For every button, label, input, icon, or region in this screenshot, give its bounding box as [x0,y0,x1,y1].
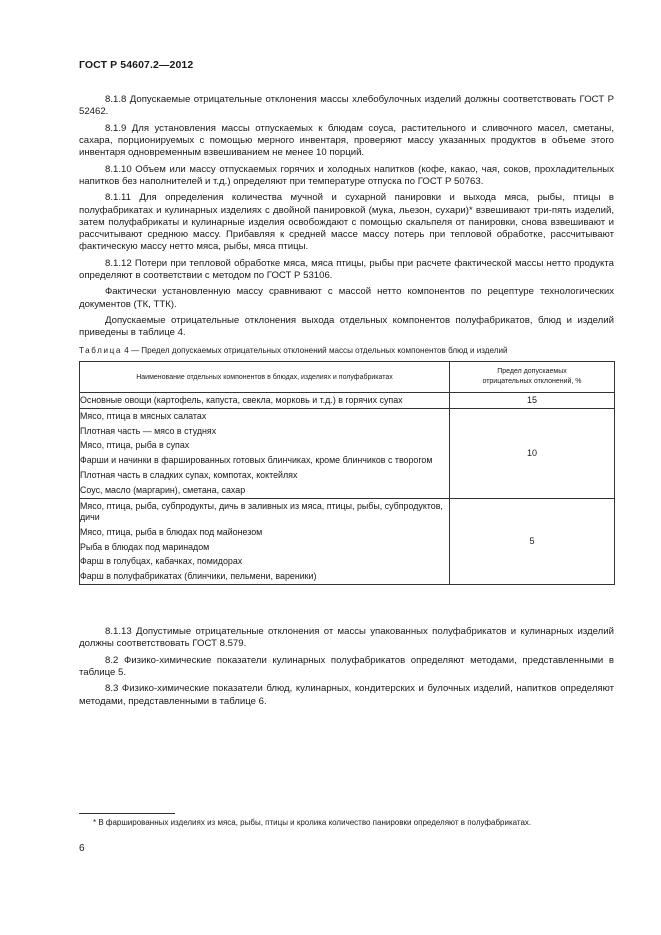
component-names-cell [80,408,450,498]
component-item: Соус, масло (маргарин), сметана, сахар [80,484,246,495]
column-header-component: Наименование отдельных компонентов в блюдах, изделиях и полуфабрикатах [80,362,450,393]
paragraph-8-1-12: 8.1.12 Потери при тепловой обработке мяса, мяса птицы, рыбы при расчете фактической массы нетто продукта определяют в соответствии с методом по ГОСТ Р 53106. [79,257,614,281]
page-number: 6 [79,843,85,854]
outro-text [79,626,614,712]
component-names-cell [80,393,450,409]
footnote-divider [79,813,175,814]
component-item: Рыба в блюдах под маринадом [80,541,210,552]
paragraph-8-1-8: 8.1.8 Допускаемые отрицательные отклонения массы хлебобулочных изделий должны соответствовать ГОСТ Р 52462. [79,94,614,118]
intro-text [79,94,614,344]
component-item: Мясо, птица, рыба, субпродукты, дичь в заливных из мяса, птицы, рыбы, субпродуктов, дичи [80,500,443,522]
paragraph-8-1-9: 8.1.9 Для установления массы отпускаемых к блюдам соуса, растительного и сливочного масел, сметаны, сахара, порционируемых с помощью мерного инвентаря, проверяют массу указанных продуктов в объеме этого инвентаря одновременным взвешиванием не менее 10 порций. [79,122,614,159]
table-caption-label: Таблица [79,346,122,355]
paragraph-8-1-10: 8.1.10 Объем или массу отпускаемых горячих и холодных напитков (кофе, какао, чая, соков, прохладительных напитков без наполнителей и т.д.) определяют при температуре отпуска по ГОСТ Р 50763. [79,163,614,187]
paragraph-actual-mass: Фактически установленную массу сравнивают с массой нетто компонентов по рецептуре технологических документов (ТК, ТТК). [79,286,614,310]
table-row [80,393,615,409]
limit-value-cell: 15 [450,393,615,409]
component-item: Плотная часть в сладких супах, компотах, коктейлях [80,470,298,481]
document-header: ГОСТ Р 54607.2—2012 [79,59,194,71]
table-caption-text: 4 — Предел допускаемых отрицательных отклонений массы отдельных компонентов блюд и изделий [124,346,508,355]
paragraph-8-2: 8.2 Физико-химические показатели кулинарных полуфабрикатов определяют методами, представленными в таблице 5. [79,654,614,678]
paragraph-8-1-13: 8.1.13 Допустимые отрицательные отклонения от массы упакованных полуфабрикатов и кулинарных изделий должны соответствовать ГОСТ 8.579. [79,626,614,650]
component-names-cell [80,498,450,584]
component-item: Фарш в голубцах, кабачках, помидорах [80,556,243,567]
column-header-limit [450,362,615,393]
paragraph-8-3: 8.3 Физико-химические показатели блюд, кулинарных, кондитерских и булочных изделий, напитков определяют методами, представленными в таблице 6. [79,683,614,707]
footnote: * В фаршированных изделиях из мяса, рыбы, птицы и кролика количество панировки определяют в полуфабрикатах. [93,818,532,827]
component-item: Мясо, птица в мясных салатах [80,410,207,421]
component-item: Плотная часть — мясо в студнях [80,425,217,436]
component-item: Мясо, птица, рыба в супах [80,440,190,451]
paragraph-8-1-11: 8.1.11 Для определения количества мучной и сухарной панировки и выхода мяса, рыбы, птицы в полуфабрикатах и кулинарных изделиях с двойной панировкой (мука, льезон, сухари)* взвешивают три-пять изделий, затем полуфабрикаты и кулинарные изделия освобождают с помощью скальпеля от панировки, снова взвешивают и рассчитывают среднюю массу. Прибавляя к средней массе массу потерь при тепловой обработке, рассчитывают фактическую массу нетто мяса, рыбы, мяса птицы. [79,192,614,253]
component-item: Фарши и начинки в фаршированных готовых блинчиках, кроме блинчиков с творогом [80,455,433,466]
table-row [80,498,615,584]
column-header-limit-text: Предел допускаемых отрицательных отклонений, % [482,368,582,385]
paragraph-table-reference: Допускаемые отрицательные отклонения выхода отдельных компонентов полуфабрикатов, блюд и изделий приведены в таблице 4. [79,315,614,339]
component-item: Основные овощи (картофель, капуста, свекла, морковь и т.д.) в горячих супах [80,395,403,405]
table-row [80,408,615,498]
table-4 [79,361,615,585]
component-item: Фарш в полуфабрикатах (блинчики, пельмени, вареники) [80,571,317,582]
table-header-row [80,362,615,393]
table-caption [79,346,639,355]
component-item: Мясо, птица, рыба в блюдах под майонезом [80,526,263,537]
limit-value-cell: 5 [450,498,615,584]
limit-value-cell: 10 [450,408,615,498]
